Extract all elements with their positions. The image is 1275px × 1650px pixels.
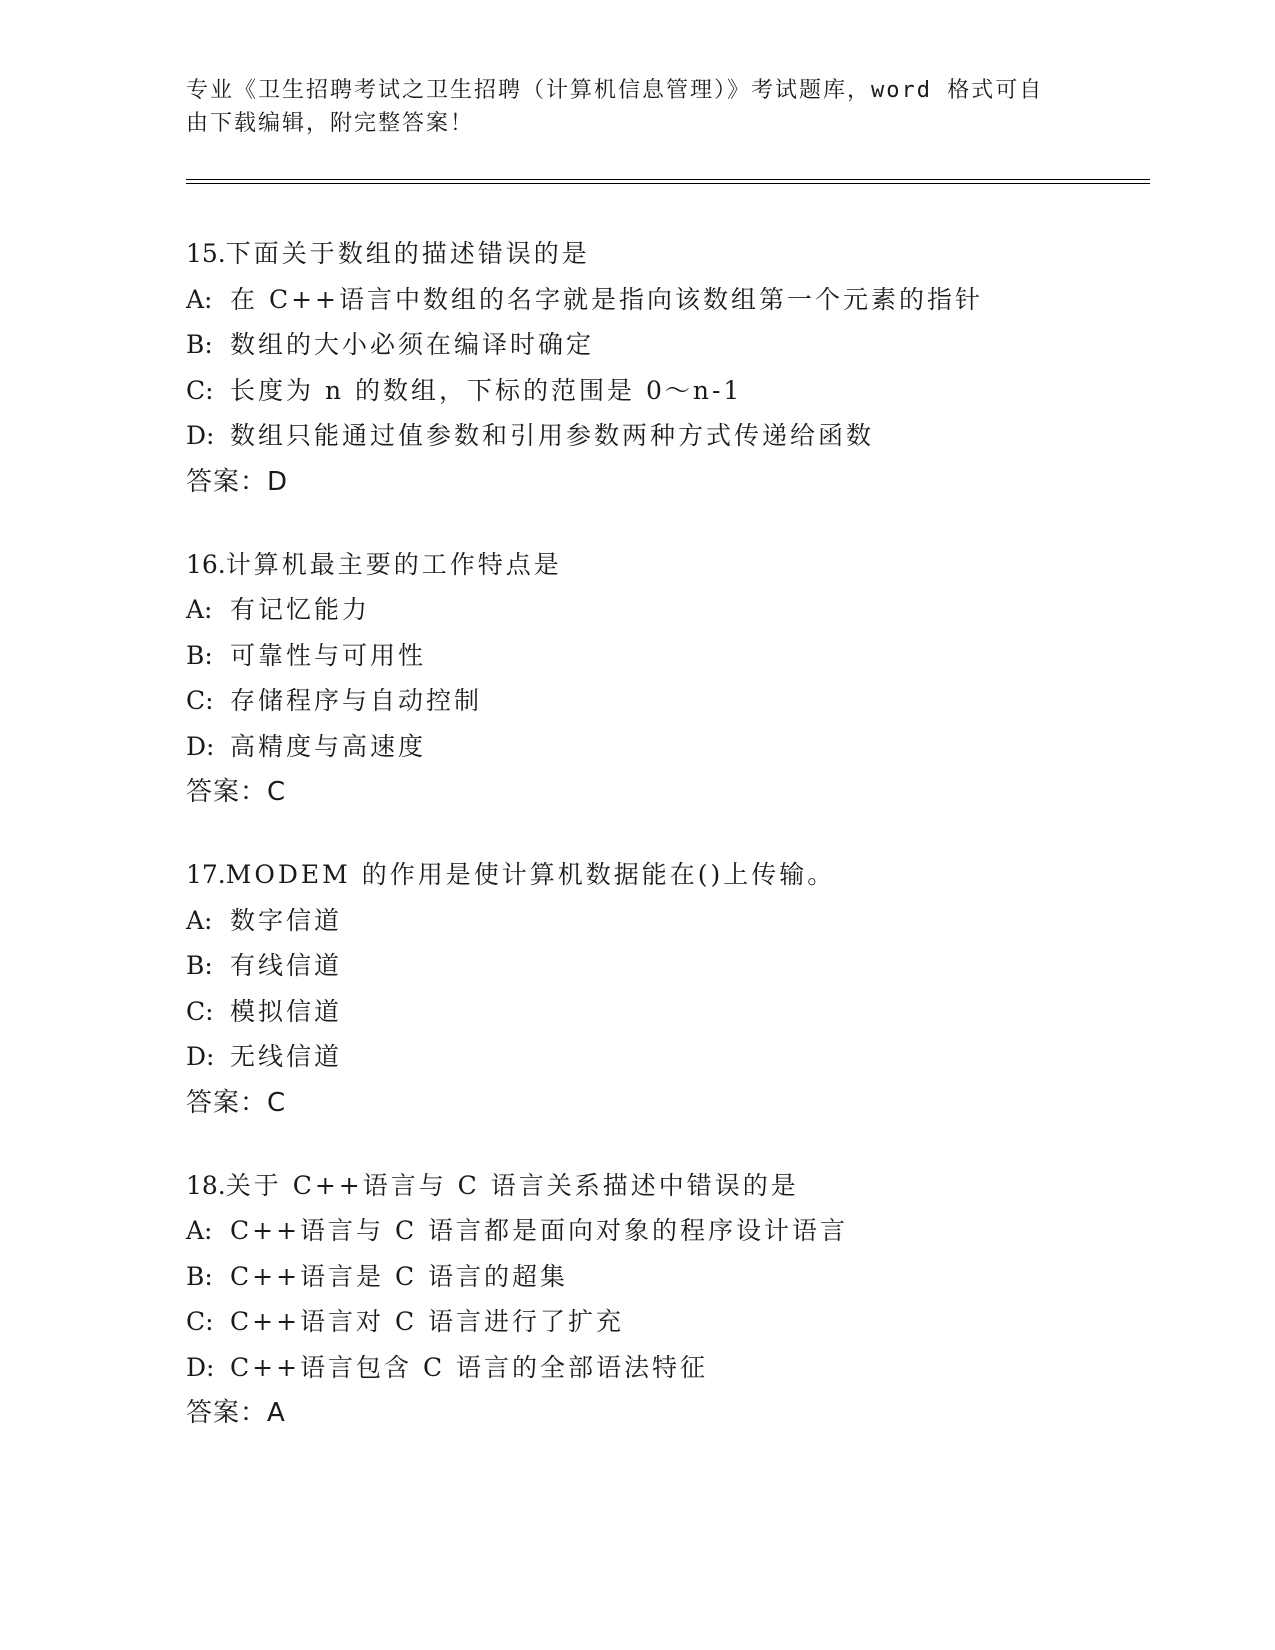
question-15 [186, 239, 1146, 507]
option-key: A: [186, 905, 213, 935]
question-number: 18. [186, 1170, 226, 1200]
question-list [186, 239, 1146, 1481]
option-text: C++语言对 C 语言进行了扩充 [230, 1307, 625, 1336]
question-16 [186, 550, 1146, 818]
header-divider-bottom [186, 183, 1150, 184]
option-key: C: [186, 1307, 214, 1336]
question-stem [186, 550, 1146, 596]
option-key: D: [186, 421, 215, 450]
option-text: 数组只能通过值参数和引用参数两种方式传递给函数 [230, 421, 875, 450]
option-key: D: [186, 1352, 215, 1382]
option-a [186, 906, 1146, 952]
option-key: B: [186, 951, 213, 980]
header-divider-top [186, 179, 1150, 180]
option-text: C++语言是 C 语言的超集 [230, 1261, 569, 1291]
answer: 答案：C [186, 1087, 287, 1118]
question-text: 下面关于数组的描述错误的是 [225, 239, 590, 268]
option-b [186, 330, 1146, 376]
option-d [186, 421, 1146, 467]
question-text: 计算机最主要的工作特点是 [225, 549, 562, 579]
option-text: C++语言与 C 语言都是面向对象的程序设计语言 [230, 1216, 849, 1245]
document-header [186, 74, 1066, 140]
option-b [186, 641, 1146, 687]
question-18 [186, 1171, 1146, 1439]
option-d [186, 1042, 1146, 1088]
option-key: C: [186, 996, 214, 1026]
option-key: A: [186, 1216, 213, 1245]
option-c [186, 997, 1146, 1043]
option-key: C: [186, 686, 214, 715]
option-key: B: [186, 330, 213, 359]
answer: 答案：C [186, 777, 287, 807]
question-17 [186, 860, 1146, 1128]
option-d [186, 732, 1146, 778]
option-a [186, 285, 1146, 331]
question-number: 15. [186, 239, 226, 268]
answer: 答案：A [186, 1398, 286, 1428]
option-c [186, 376, 1146, 422]
option-d [186, 1353, 1146, 1399]
option-a [186, 595, 1146, 641]
option-text: 高精度与高速度 [230, 731, 427, 761]
option-c [186, 686, 1146, 732]
option-text: 在 C++语言中数组的名字就是指向该数组第一个元素的指针 [230, 284, 983, 314]
option-key: D: [186, 731, 215, 761]
option-a [186, 1216, 1146, 1262]
question-stem [186, 239, 1146, 285]
option-text: 可靠性与可用性 [230, 640, 427, 670]
option-key: D: [186, 1042, 215, 1071]
option-text: 长度为 n 的数组，下标的范围是 0～n-1 [230, 375, 743, 405]
question-stem [186, 860, 1146, 906]
option-text: 数组的大小必须在编译时确定 [230, 330, 595, 359]
option-text: 存储程序与自动控制 [230, 686, 483, 715]
question-stem [186, 1171, 1146, 1217]
option-b [186, 951, 1146, 997]
option-text: 数字信道 [230, 905, 343, 935]
option-key: B: [186, 1261, 213, 1291]
question-number: 16. [186, 549, 226, 579]
option-text: 有记忆能力 [230, 595, 371, 624]
option-key: A: [186, 284, 213, 314]
option-key: C: [186, 375, 214, 405]
option-text: C++语言包含 C 语言的全部语法特征 [230, 1352, 709, 1382]
option-c [186, 1307, 1146, 1353]
answer: 答案：D [186, 466, 289, 497]
question-text: 关于 C++语言与 C 语言关系描述中错误的是 [225, 1170, 799, 1200]
header-line-1: 专业《卫生招聘考试之卫生招聘（计算机信息管理）》考试题库，word 格式可自 [186, 78, 1044, 103]
option-text: 无线信道 [230, 1042, 343, 1071]
option-key: A: [186, 595, 213, 624]
header-line-2: 由下载编辑，附完整答案！ [186, 111, 475, 136]
option-text: 有线信道 [230, 951, 343, 980]
option-key: B: [186, 640, 213, 670]
option-text: 模拟信道 [230, 996, 343, 1026]
question-text: MODEM 的作用是使计算机数据能在()上传输。 [225, 860, 836, 889]
option-b [186, 1262, 1146, 1308]
question-number: 17. [186, 860, 226, 889]
